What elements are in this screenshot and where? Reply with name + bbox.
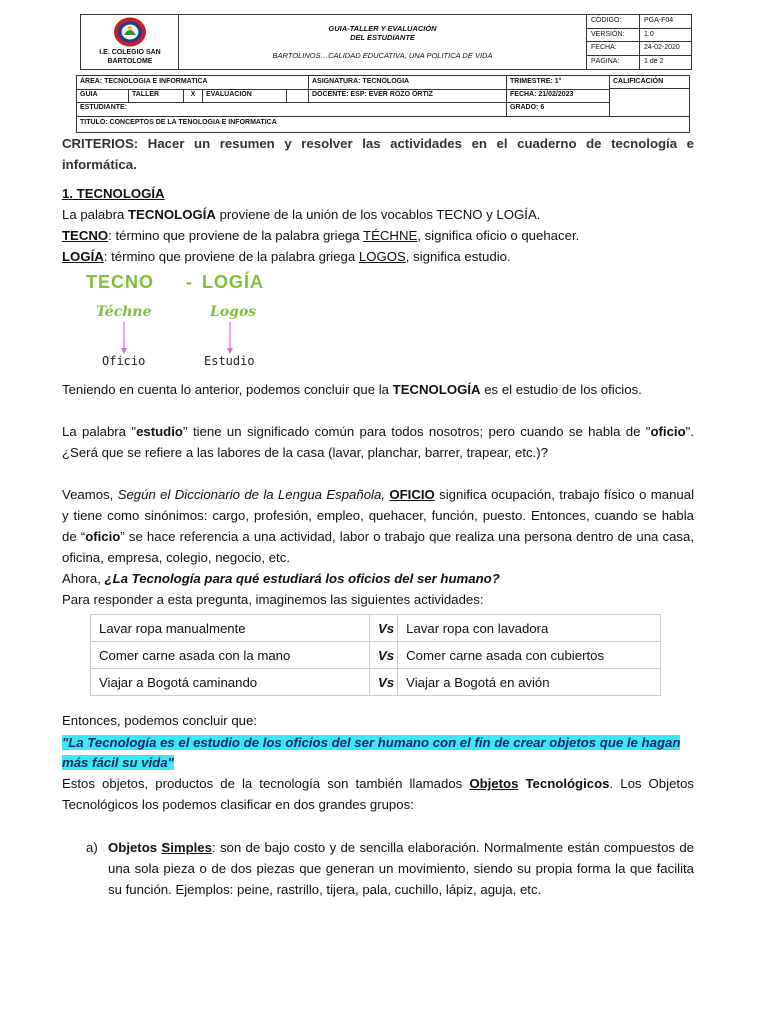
- text: " tiene un significado común para todos nosotros; pero cuando se habla de ": [182, 424, 651, 439]
- vs-cell: Vs: [370, 669, 398, 696]
- text: Ahora,: [62, 571, 105, 586]
- paragraph-5: [62, 421, 694, 463]
- text: : son de bajo costo y de sencilla elaboración. Normalmente están compuestos de una sola pieza o de dos piezas que generan un movimiento, siendo su propia forma la que facilita su función. Ejemplos: peine, rastrillo, tijera, pala, cuchillo, lápiz, aguja, etc.: [108, 840, 694, 897]
- text: LOGÍA: [62, 249, 104, 264]
- text: , significa oficio o quehacer.: [417, 228, 580, 243]
- diagram-logia: LOGÍA: [202, 272, 264, 292]
- diagram-techne: Téchne: [96, 304, 152, 320]
- criteria-content: CRITERIOS: Hacer un resumen y resolver las actividades en el cuaderno de tecnología e informática.: [62, 136, 694, 172]
- paragraph-3: [62, 246, 694, 267]
- subject-field: ASIGNATURA: TECNOLOGIA: [309, 76, 507, 89]
- text: Estos objetos, productos de la tecnología son también llamados: [62, 776, 470, 791]
- meta-row-code: [587, 15, 691, 29]
- paragraph-6: [62, 484, 694, 568]
- text: TECNOLOGÍA: [128, 207, 216, 222]
- student-field: ESTUDIANTE:: [77, 102, 507, 116]
- text: oficio: [85, 529, 121, 544]
- text: proviene de la unión de los vocablos TECNO y LOGÍA.: [215, 207, 541, 222]
- table-cell: Viajar a Bogotá en avión: [398, 669, 661, 696]
- paragraph-10: [62, 773, 694, 815]
- meta-value: 24-02-2020: [639, 42, 680, 55]
- text: TECNOLOGÍA: [392, 382, 481, 397]
- text: Según el Diccionario de la Lengua Española,: [117, 487, 385, 502]
- table-cell: Viajar a Bogotá caminando: [91, 669, 370, 696]
- grade-score-label: CALIFICACIÓN: [610, 76, 690, 89]
- text: OFICIO: [389, 487, 435, 502]
- meta-cell: [587, 15, 691, 69]
- text: La palabra ": [62, 424, 137, 439]
- arrow-icons: [82, 320, 292, 356]
- text: ” se hace referencia a una actividad, labor o trabajo que realiza una persona dentro de una casa, oficina, empresa, colegio, negocio, etc.: [62, 529, 695, 565]
- school-motto: BARTOLINOS…CALIDAD EDUCATIVA, UNA POLITICA DE VIDA: [272, 51, 493, 60]
- meta-value: PGA-F04: [639, 15, 673, 28]
- workshop-option: TALLER: [129, 89, 184, 102]
- quote-text: "La Tecnología es el estudio de los oficios del ser humano con el fin de crear objetos que le hagan más fácil su vida": [62, 735, 681, 770]
- paragraph-4: [62, 379, 694, 400]
- text: oficio: [650, 424, 686, 439]
- title-field: TITULO: CONCEPTOS DE LA TENOLOGIA E INFORMATICA: [80, 119, 277, 126]
- paragraph-8: [62, 589, 694, 610]
- title-cell: [179, 15, 587, 69]
- paragraph-2: [62, 225, 694, 246]
- guide-option: GUIA: [77, 89, 129, 102]
- text: Para responder a esta pregunta, imaginemos las siguientes actividades:: [62, 592, 484, 607]
- info-table: [76, 75, 690, 133]
- school-name-line2: BARTOLOME: [107, 58, 153, 65]
- text: : término que proviene de la palabra griega: [103, 249, 359, 264]
- text: TECNO: [62, 228, 109, 243]
- grade-level-field: GRADO: 6: [507, 102, 610, 116]
- meta-key: CÓDIGO:: [591, 17, 622, 24]
- meta-row-date: [587, 42, 691, 56]
- list-item: [108, 837, 694, 900]
- doc-title-line1: GUIA-TALLER Y EVALUACIÓN: [328, 24, 437, 33]
- term-field: TRIMESTRE: 1°: [507, 76, 610, 89]
- text: Tecnológicos: [525, 776, 610, 791]
- table-cell: Lavar ropa manualmente: [91, 615, 370, 642]
- paragraph-1: [62, 204, 694, 225]
- school-name-line1: I.E. COLEGIO SAN: [99, 49, 161, 56]
- text: significa ocupación, trabajo físico o manual y tiene como sinónimos: cargo, profesión, empleo, quehacer, función, puesto. Entonces, cuando se habla de “: [62, 487, 695, 544]
- diagram-logos: Logos: [210, 304, 257, 320]
- section-title: 1. TECNOLOGÍA: [62, 186, 165, 201]
- list-marker: a): [86, 840, 98, 855]
- diagram-oficio: Oficio: [102, 354, 146, 368]
- meta-key: PÁGINA:: [591, 57, 620, 65]
- school-seal-icon: [112, 16, 148, 48]
- text: estudio: [136, 424, 183, 439]
- diagram-tecno: TECNO: [86, 272, 154, 292]
- section-heading: [62, 183, 694, 204]
- vs-cell: Vs: [370, 642, 398, 669]
- table-cell: Lavar ropa con lavadora: [398, 615, 661, 642]
- text: Entonces, podemos concluir que:: [62, 713, 257, 728]
- meta-row-page: [587, 56, 691, 70]
- meta-value: 1.0: [639, 29, 654, 42]
- doc-title-line2: DEL ESTUDIANTE: [350, 33, 415, 42]
- area-field: ÁREA: TECNOLOGIA E INFORMATICA: [77, 76, 309, 89]
- text: TÉCHNE: [363, 228, 418, 243]
- paragraph-7: [62, 568, 694, 589]
- diagram-dash: -: [186, 272, 192, 292]
- meta-row-version: [587, 29, 691, 43]
- text: ¿La Tecnología para qué estudiará los oficios del ser humano?: [104, 571, 500, 586]
- table-row: [91, 615, 661, 642]
- date-field: FECHA: 21/02/2023: [507, 89, 610, 102]
- text: es el estudio de los oficios.: [480, 382, 642, 397]
- text: Objetos: [108, 840, 162, 855]
- paragraph-9: [62, 710, 694, 731]
- highlighted-definition: [62, 733, 694, 773]
- text: Objetos: [469, 776, 519, 791]
- text: : término que proviene de la palabra griega: [108, 228, 364, 243]
- comparison-table: [90, 614, 661, 696]
- evaluation-option: EVALUACIÓN: [203, 89, 287, 102]
- document-header: [80, 14, 692, 70]
- workshop-checkmark: X: [184, 89, 203, 102]
- text: Simples: [161, 840, 212, 855]
- text: ". ¿Será que se refiere a las labores de la casa (lavar, planchar, barrer, trapear, etc.)?: [62, 424, 695, 460]
- table-cell: Comer carne asada con cubiertos: [398, 642, 661, 669]
- table-row: [91, 642, 661, 669]
- text: LOGOS: [358, 249, 406, 264]
- criteria-text: [62, 133, 694, 175]
- teacher-field: DOCENTE: ESP: EVER ROZO ORTIZ: [309, 89, 507, 102]
- evaluation-checkbox: [287, 89, 309, 102]
- school-name: [81, 48, 179, 66]
- table-row: [91, 669, 661, 696]
- etymology-diagram: [82, 270, 292, 370]
- text: Teniendo en cuenta lo anterior, podemos concluir que la: [62, 382, 393, 397]
- text: Veamos,: [62, 487, 118, 502]
- meta-key: FECHA:: [591, 44, 617, 51]
- meta-value: 1 de 2: [639, 56, 663, 70]
- table-cell: Comer carne asada con la mano: [91, 642, 370, 669]
- text: La palabra: [62, 207, 128, 222]
- meta-key: VERSIÓN:: [591, 30, 625, 38]
- vs-cell: Vs: [370, 615, 398, 642]
- text: . Los Objetos Tecnológicos los podemos clasificar en dos grandes grupos:: [62, 776, 694, 812]
- text: , significa estudio.: [405, 249, 511, 264]
- logo-cell: [81, 15, 179, 69]
- diagram-estudio: Estudio: [204, 354, 255, 368]
